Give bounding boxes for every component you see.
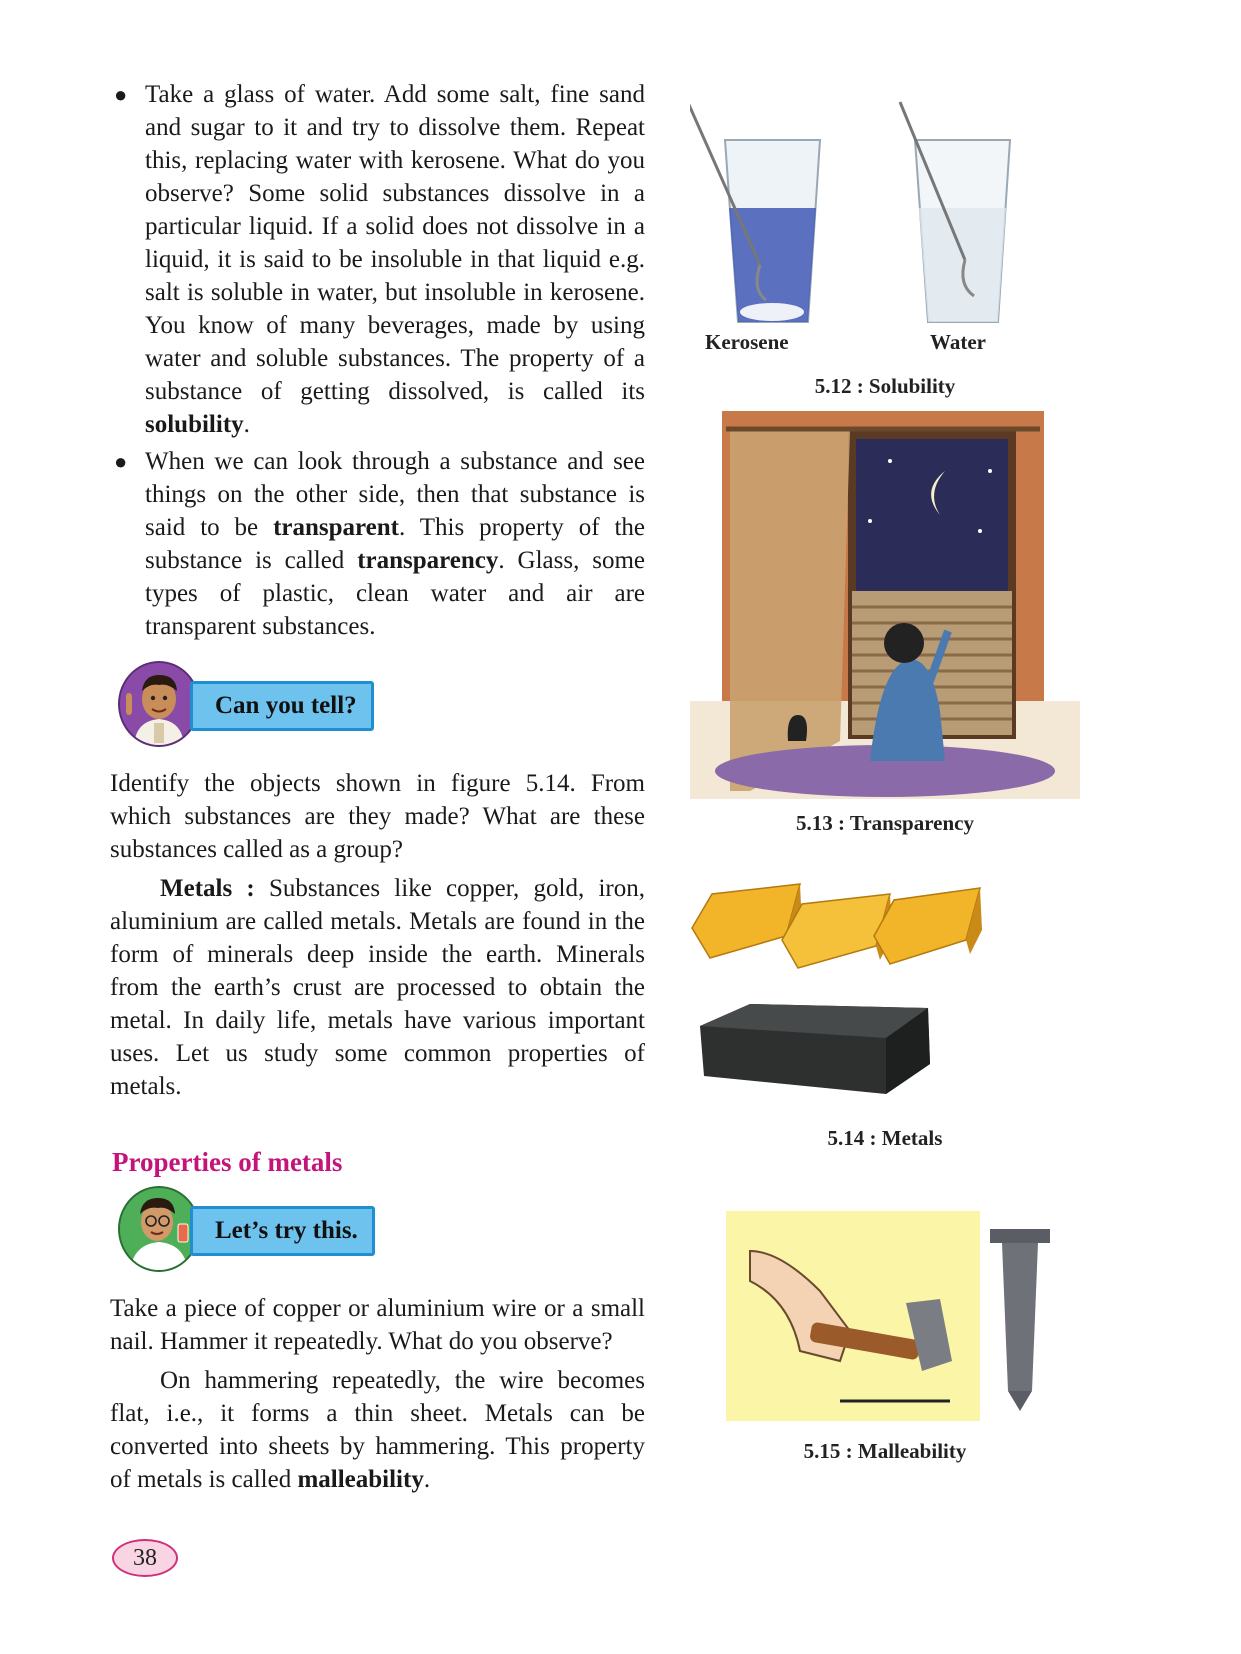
figure-transparency xyxy=(690,411,1080,836)
bullet-transparency: ● When we can look through a substance and see things on the other side, then that substance is said to be transparent. This property of the substance is called transparency. Glass, some types of plastic, clean water and air are transparent substances. xyxy=(110,445,645,643)
page-number: 38 xyxy=(112,1539,178,1577)
identify-paragraph: Identify the objects shown in figure 5.14. From which substances are they made? What are these substances called as a group? xyxy=(110,770,645,863)
section-title-properties-of-metals: Properties of metals xyxy=(112,1147,343,1177)
boy-avatar-icon xyxy=(118,661,200,747)
figure-solubility xyxy=(690,90,1080,399)
kerosene-label: Kerosene xyxy=(705,330,789,354)
main-text-column xyxy=(110,78,645,1496)
term-transparency: transparency xyxy=(357,547,499,574)
flat-nail-icon xyxy=(990,1229,1050,1411)
hammer-paragraph: On hammering repeatedly, the wire becomes flat, i.e., it forms a thin sheet. Metals can be converted into sheets by hammering. This property of metals is called malleability. xyxy=(110,1367,645,1493)
term-malleability: malleability xyxy=(297,1466,424,1493)
metals-bars-illustration xyxy=(690,876,1080,1126)
figure-metals xyxy=(690,876,1080,1151)
caption-fig-5-12: 5.12 : Solubility xyxy=(814,374,956,398)
transparency-window-illustration xyxy=(690,411,1080,799)
term-solubility: solubility xyxy=(145,411,244,438)
bullet-solubility: ● Take a glass of water. Add some salt, fine sand and sugar to it and try to dissolve them. Repeat this, replacing water with kerosene. What do you observe? Some solid substances dissolve in a particular liquid. If a solid does not dissolve in a liquid, it is said to be insoluble in that liquid e.g. salt is soluble in water, but insoluble in kerosene. You know of many beverages, made by using water and soluble substances. The property of a substance of getting dissolved, is called its solubility. xyxy=(110,78,645,441)
water-label: Water xyxy=(930,330,986,354)
bullet-icon: ● xyxy=(114,449,128,474)
can-you-tell-label: Can you tell? xyxy=(190,681,374,731)
metals-paragraph: Metals : Substances like copper, gold, iron, aluminium are called metals. Metals are found in the form of minerals deep inside the earth. Minerals from the earth’s crust are processed to obtain the metal. In daily life, metals have various important uses. Let us study some common properties of metals. xyxy=(110,875,645,1100)
term-transparent: transparent xyxy=(273,514,400,541)
bullet-icon: ● xyxy=(114,82,128,107)
figures-column xyxy=(690,90,1080,1464)
figure-malleability xyxy=(690,1211,1080,1464)
caption-fig-5-14: 5.14 : Metals xyxy=(827,1126,943,1150)
solubility-glasses-illustration xyxy=(690,90,1080,330)
caption-fig-5-15: 5.15 : Malleability xyxy=(803,1439,967,1463)
scientist-avatar-icon xyxy=(118,1186,200,1272)
can-you-tell-badge xyxy=(110,661,645,747)
lets-try-badge xyxy=(110,1186,645,1272)
metals-term: Metals : xyxy=(160,875,255,902)
malleability-hammer-illustration xyxy=(690,1211,1080,1421)
gold-bars xyxy=(692,884,982,968)
iron-block xyxy=(700,1004,930,1094)
caption-fig-5-13: 5.13 : Transparency xyxy=(796,811,974,835)
lets-try-label: Let’s try this. xyxy=(190,1206,375,1256)
try-paragraph: Take a piece of copper or aluminium wire or a small nail. Hammer it repeatedly. What do you observe? xyxy=(110,1295,645,1355)
